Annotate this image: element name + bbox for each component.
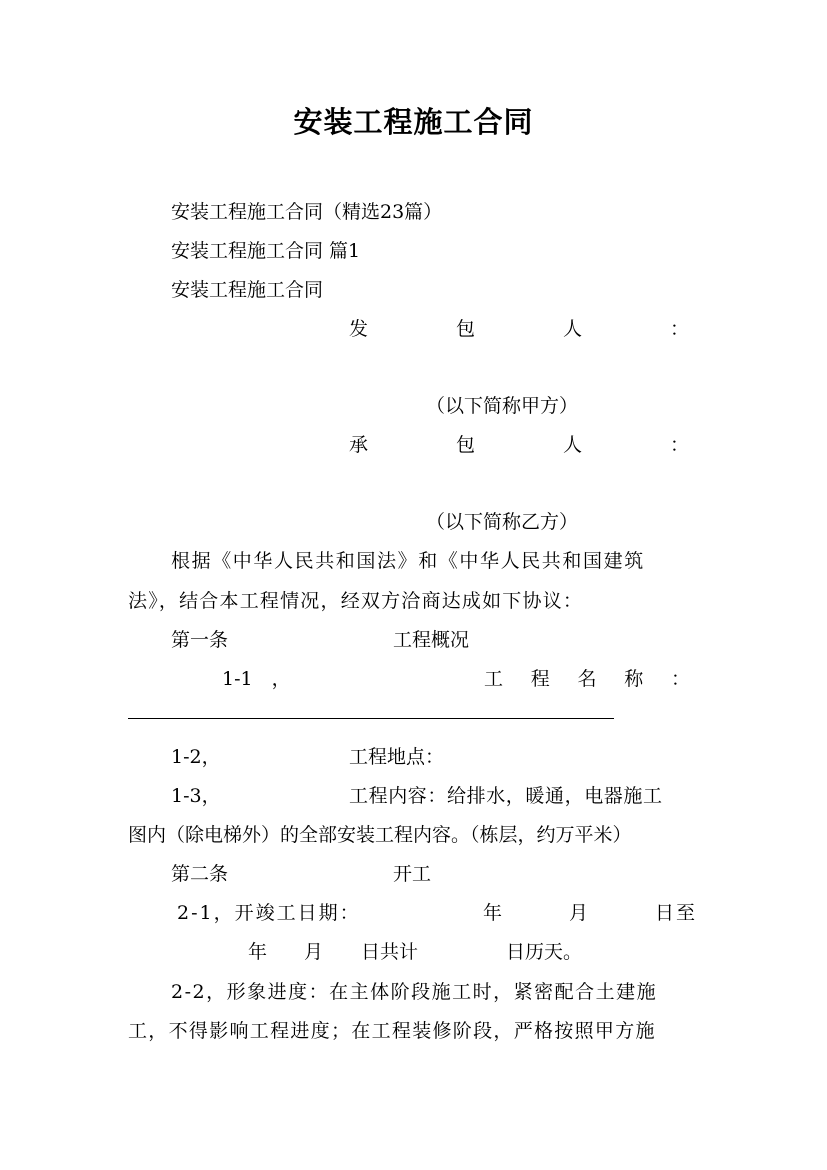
party-a-char: ：: [669, 318, 689, 340]
item-1-3-number: 1-3，: [171, 785, 221, 807]
label-char: 名: [577, 668, 597, 690]
project-name-label: [484, 667, 690, 691]
party-b-label: [349, 433, 689, 457]
item-1-3-text: 工程内容：给排水，暖通，电器施工: [349, 785, 663, 807]
item-2-1-label: 2-1，开竣工日期：: [177, 902, 361, 924]
item-1-2-number: 1-2，: [171, 746, 221, 768]
item-1-3-continuation: 图内（除电梯外）的全部安装工程内容。（栋层，约万平米）: [128, 824, 632, 846]
date-year-label: 年: [248, 941, 268, 963]
date-month-label: 月: [569, 902, 589, 924]
label-char: 工: [484, 668, 504, 690]
article1-number: 第一条: [171, 629, 229, 651]
party-b-note: （以下简称乙方）: [426, 511, 579, 533]
party-b-char: 承: [349, 434, 369, 456]
party-b-char: 人: [562, 434, 582, 456]
party-a-char: 人: [562, 318, 582, 340]
label-char: ：: [670, 668, 690, 690]
party-a-note: （以下简称甲方）: [426, 395, 579, 417]
date-total-label: 日共计: [361, 941, 419, 963]
article1-heading: 工程概况: [393, 629, 470, 651]
date-day-to-label: 日至: [655, 902, 698, 924]
article2-number: 第二条: [171, 863, 229, 885]
party-a-char: 发: [349, 318, 369, 340]
intro-line: 安装工程施工合同: [171, 279, 324, 301]
party-b-char: ：: [669, 434, 689, 456]
item-2-2-line: 2-2，形象进度：在主体阶段施工时，紧密配合土建施: [171, 981, 658, 1003]
item-1-1-number: 1-1 ，: [222, 668, 291, 690]
item-2-2-line: 工，不得影响工程进度；在工程装修阶段，严格按照甲方施: [128, 1020, 656, 1042]
project-name-blank-line: [128, 718, 614, 719]
calendar-days-label: 日历天。: [506, 941, 583, 963]
basis-paragraph-line: 法》，结合本工程情况，经双方洽商达成如下协议：: [128, 590, 584, 612]
intro-line: 安装工程施工合同（精选23篇）: [171, 201, 443, 223]
date-year-label: 年: [483, 902, 503, 924]
intro-line: 安装工程施工合同 篇1: [171, 240, 361, 262]
party-a-char: 包: [455, 318, 475, 340]
item-1-2-label: 工程地点：: [349, 746, 445, 768]
document-title: 安装工程施工合同: [293, 105, 534, 139]
article2-heading: 开工: [393, 863, 432, 885]
label-char: 称: [624, 668, 644, 690]
party-a-label: [349, 317, 689, 341]
basis-text: 根据《中华人民共和国法》和《中华人民共和国建筑: [171, 550, 645, 572]
basis-paragraph-line: [171, 549, 701, 573]
party-b-char: 包: [455, 434, 475, 456]
label-char: 程: [530, 668, 550, 690]
date-month-label: 月: [304, 941, 324, 963]
